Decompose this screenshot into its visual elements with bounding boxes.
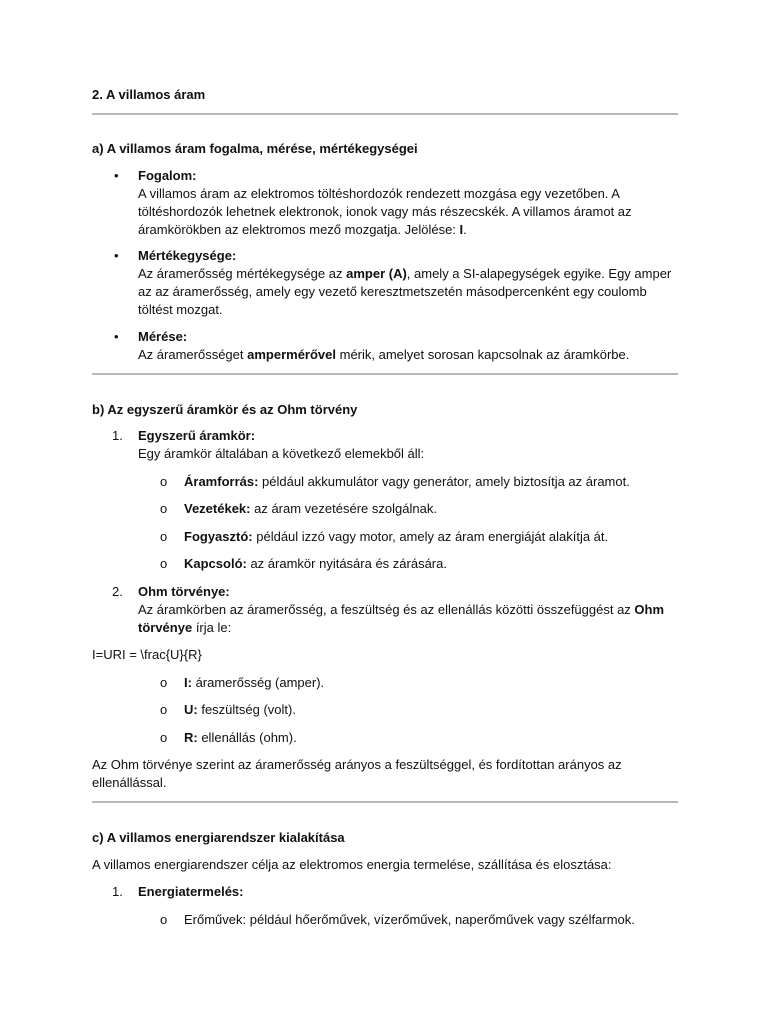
item-label: Mértékegysége: — [138, 248, 237, 263]
item-number: 2. — [112, 584, 123, 599]
symbol-i: I — [459, 222, 464, 237]
circle-bullet-icon: o — [160, 529, 168, 544]
section-b-heading: b) Az egyszerű áramkör és az Ohm törvény — [92, 402, 358, 417]
ohm-law: Ohm törvénye — [138, 602, 665, 635]
divider — [92, 113, 678, 115]
item-number: 1. — [112, 428, 123, 443]
item-label: Energiatermelés: — [138, 884, 244, 899]
circle-bullet-icon: o — [160, 556, 168, 571]
divider — [92, 373, 678, 375]
section-c-intro: A villamos energiarendszer célja az elektromos energia termelése, szállítása és elosztása: — [92, 857, 612, 872]
bullet-icon: • — [114, 248, 119, 263]
item-label: Egyszerű áramkör: — [138, 428, 256, 443]
circle-bullet-icon: o — [160, 675, 168, 690]
item-label: Ohm törvénye: — [138, 584, 230, 599]
item-text: A villamos áram az elektromos töltéshordozók rendezett mozgása egy vezetőben. A töltéshordozók lehetnek elektronok, ionok vagy más részecskék. A villamos áramot az áramkörökben az elektromos mező mozgatja. Jelölése: — [138, 186, 632, 237]
ohm-conclusion: Az Ohm törvénye szerint az áramerősség arányos a feszültséggel, és fordítottan arányos az ellenállással. — [92, 757, 622, 790]
ampermero: ampermérővel — [247, 347, 336, 362]
document-title: 2. A villamos áram — [92, 87, 206, 102]
document-page: 2. A villamos áram a) A villamos áram fogalma, mérése, mértékegységei • Fogalom: A villamos áram az elektromos töltéshordozók rendezett mozgása egy vezetőben. A töltéshordozók lehetnek elektronok, ionok vagy más részecskék. A villamos áramot az áramkörökben az elektromos mező mozgatja. Jelölése: I. • Mértékegysége: Az áramerősség mértékegysége az amper (A), amely a SI-alapegységek egyike. Egy amper az az áramerősség, amely egy vezető keresztmetszetén másodpercenként egy coulomb töltést mozgat. • Mérése: Az áramerősséget ampermérővel mérik, amelyet sorosan kapcsolnak az áramkörbe. b) Az egyszerű áramkör és az Ohm törvény 1. Egyszerű áramkör: Egy áramkör általában a következő elemekből áll: o Áramforrás: például akkumulátor vagy generátor, amely biztosítja az áramot. o Vezetékek: az áram vezetésére szolgálnak. o Fogyasztó: például izzó vagy motor, amely az áram energiáját alakítja át. o Kapcsoló: az áramkör nyitására és zárására. 2. Ohm törvénye: Az áramkörben az áramerősség, a feszültség és az ellenállás közötti összefüggést az Ohm törvénye írja le: I=URI = \frac{U}{R} o I: áramerősség (amper). o U: feszültség (volt). o R: ellenállás (ohm). Az Ohm törvénye szerint az áramerősség arányos a feszültséggel, és fordítottan arányos az ellenállással. c) A villamos energiarendszer kialakítása A villamos energiarendszer célja az elektromos energia termelése, szállítása és elosztása: 1. Energiatermelés: o Erőművek: például hőerőművek, vízerőművek, naperőművek vagy szélfarmok. — [0, 0, 768, 1024]
circle-bullet-icon: o — [160, 702, 168, 717]
section-a-heading: a) A villamos áram fogalma, mérése, mértékegységei — [92, 141, 418, 156]
bullet-icon: • — [114, 168, 119, 183]
item-number: 1. — [112, 884, 123, 899]
unit-amper: amper (A) — [346, 266, 407, 281]
divider — [92, 801, 678, 803]
circle-bullet-icon: o — [160, 501, 168, 516]
formula: I=URI = \frac{U}{R} — [92, 647, 202, 662]
item-label: Mérése: — [138, 329, 188, 344]
circle-bullet-icon: o — [160, 912, 168, 927]
section-c-heading: c) A villamos energiarendszer kialakítása — [92, 830, 345, 845]
bullet-icon: • — [114, 329, 119, 344]
circle-bullet-icon: o — [160, 730, 168, 745]
item-label: Fogalom: — [138, 168, 197, 183]
circle-bullet-icon: o — [160, 474, 168, 489]
